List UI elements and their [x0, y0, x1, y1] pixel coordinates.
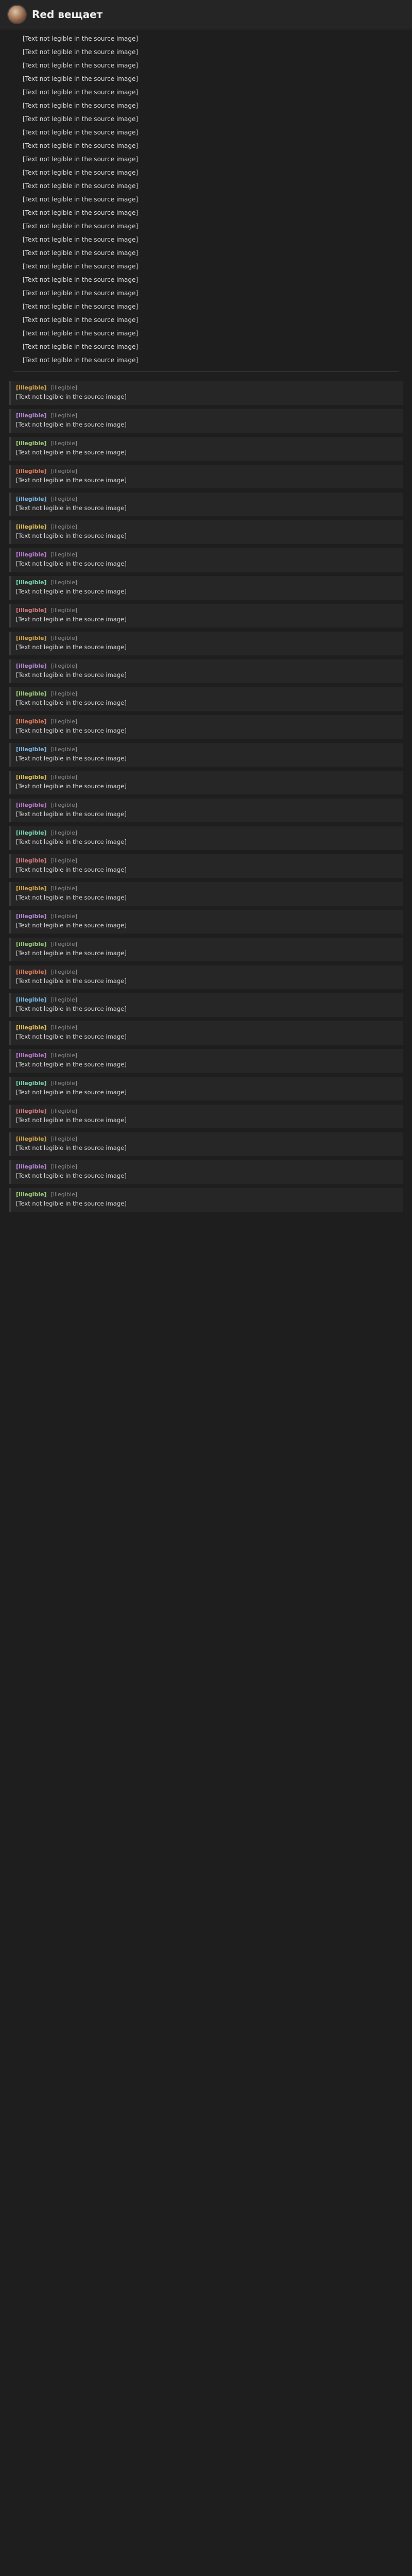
comment-date: [illegible]: [50, 468, 77, 474]
comment-meta: [16, 802, 398, 808]
article-paragraph: [Text not legible in the source image]: [23, 48, 139, 56]
comment-date: [illegible]: [50, 996, 77, 1003]
site-title[interactable]: Red вещает: [32, 8, 103, 21]
comment-date: [illegible]: [50, 1108, 77, 1114]
comment: [9, 799, 403, 822]
article-paragraph: [Text not legible in the source image]: [23, 330, 139, 337]
comment-date: [illegible]: [50, 663, 77, 669]
comment-meta: [16, 607, 398, 614]
comment-meta: [16, 969, 398, 975]
comment-text: [Text not legible in the source image]: [16, 671, 127, 679]
comment-author[interactable]: [illegible]: [16, 663, 47, 669]
comment-text: [Text not legible in the source image]: [16, 783, 127, 790]
comment-meta: [16, 1024, 398, 1031]
comment-text: [Text not legible in the source image]: [16, 838, 127, 845]
comment: [9, 1021, 403, 1045]
comment-text: [Text not legible in the source image]: [16, 699, 127, 706]
comment: [9, 520, 403, 544]
comment-date: [illegible]: [50, 718, 77, 725]
comment-text: [Text not legible in the source image]: [16, 1033, 127, 1040]
comment-date: [illegible]: [50, 551, 77, 558]
comment: [9, 465, 403, 488]
comment: [9, 687, 403, 711]
comment-date: [illegible]: [50, 440, 77, 447]
comment-meta: [16, 523, 398, 530]
comment-meta: [16, 1136, 398, 1142]
comment-date: [illegible]: [50, 690, 77, 697]
article-paragraph: [Text not legible in the source image]: [23, 196, 139, 203]
comment-text: [Text not legible in the source image]: [16, 1200, 127, 1207]
comment-text: [Text not legible in the source image]: [16, 810, 127, 818]
comment: [9, 826, 403, 850]
comment-meta: [16, 913, 398, 920]
comment-author[interactable]: [illegible]: [16, 746, 47, 753]
comment-text: [Text not legible in the source image]: [16, 504, 127, 512]
comment: [9, 604, 403, 628]
article-paragraph: [Text not legible in the source image]: [23, 290, 139, 297]
comment-date: [illegible]: [50, 412, 77, 419]
comment-meta: [16, 774, 398, 781]
comment-meta: [16, 857, 398, 864]
comment-text: [Text not legible in the source image]: [16, 727, 127, 734]
comment: [9, 882, 403, 906]
comment-meta: [16, 1191, 398, 1198]
comment-text: [Text not legible in the source image]: [16, 1061, 127, 1068]
comments-section: [0, 379, 412, 1212]
comment-author[interactable]: [illegible]: [16, 1108, 47, 1114]
article-paragraph: [Text not legible in the source image]: [23, 129, 139, 136]
comment: [9, 576, 403, 600]
article-paragraph: [Text not legible in the source image]: [23, 236, 139, 243]
comment: [9, 910, 403, 934]
comment-author[interactable]: [illegible]: [16, 857, 47, 864]
comment-author[interactable]: [illegible]: [16, 829, 47, 836]
comment-author[interactable]: [illegible]: [16, 941, 47, 947]
comment-date: [illegible]: [50, 969, 77, 975]
comment: [9, 1049, 403, 1073]
comment-author[interactable]: [illegible]: [16, 440, 47, 447]
comment-meta: [16, 996, 398, 1003]
comment-text: [Text not legible in the source image]: [16, 643, 127, 651]
comment: [9, 409, 403, 433]
comment-author[interactable]: [illegible]: [16, 635, 47, 641]
comment-text: [Text not legible in the source image]: [16, 477, 127, 484]
comment-date: [illegible]: [50, 496, 77, 502]
divider: [13, 371, 399, 372]
comment-text: [Text not legible in the source image]: [16, 588, 127, 595]
comment: [9, 493, 403, 516]
comment-date: [illegible]: [50, 941, 77, 947]
comment-meta: [16, 440, 398, 447]
comment-text: [Text not legible in the source image]: [16, 1172, 127, 1179]
comment-author[interactable]: [illegible]: [16, 1136, 47, 1142]
comment-date: [illegible]: [50, 384, 77, 391]
comment-text: [Text not legible in the source image]: [16, 894, 127, 901]
comment: [9, 938, 403, 961]
comment-meta: [16, 718, 398, 725]
comment: [9, 632, 403, 655]
article-paragraph: [Text not legible in the source image]: [23, 156, 139, 163]
comment-date: [illegible]: [50, 829, 77, 836]
comment-text: [Text not legible in the source image]: [16, 922, 127, 929]
article-paragraph: [Text not legible in the source image]: [23, 357, 139, 364]
comment-date: [illegible]: [50, 913, 77, 920]
comment-text: [Text not legible in the source image]: [16, 950, 127, 957]
comment-author[interactable]: [illegible]: [16, 607, 47, 614]
article-paragraph: [Text not legible in the source image]: [23, 263, 139, 270]
comment-meta: [16, 1108, 398, 1114]
comment-meta: [16, 1163, 398, 1170]
comment-author[interactable]: [illegible]: [16, 384, 47, 391]
comment-date: [illegible]: [50, 802, 77, 808]
comment-meta: [16, 579, 398, 586]
comment-date: [illegible]: [50, 885, 77, 892]
comment-meta: [16, 690, 398, 697]
comment: [9, 743, 403, 767]
article-paragraph: [Text not legible in the source image]: [23, 343, 139, 350]
comment-date: [illegible]: [50, 1163, 77, 1170]
comment-date: [illegible]: [50, 1052, 77, 1059]
comment-meta: [16, 412, 398, 419]
article-paragraph: [Text not legible in the source image]: [23, 142, 139, 149]
comment-meta: [16, 496, 398, 502]
comment-author[interactable]: [illegible]: [16, 1080, 47, 1087]
comment-date: [illegible]: [50, 1191, 77, 1198]
comment-text: [Text not legible in the source image]: [16, 1089, 127, 1096]
comment: [9, 1105, 403, 1128]
comment-meta: [16, 468, 398, 474]
comment-author[interactable]: [illegible]: [16, 996, 47, 1003]
comment-text: [Text not legible in the source image]: [16, 421, 127, 428]
comment-text: [Text not legible in the source image]: [16, 532, 127, 539]
comment: [9, 771, 403, 794]
comment-author[interactable]: [illegible]: [16, 969, 47, 975]
article-paragraph: [Text not legible in the source image]: [23, 75, 139, 82]
comment-date: [illegible]: [50, 579, 77, 586]
comment-meta: [16, 635, 398, 641]
comment-meta: [16, 885, 398, 892]
comment-author[interactable]: [illegible]: [16, 774, 47, 781]
comment-date: [illegible]: [50, 1080, 77, 1087]
comment-date: [illegible]: [50, 523, 77, 530]
comment-author[interactable]: [illegible]: [16, 523, 47, 530]
comment-text: [Text not legible in the source image]: [16, 393, 127, 400]
comment-meta: [16, 551, 398, 558]
comment: [9, 659, 403, 683]
comment-author[interactable]: [illegible]: [16, 496, 47, 502]
article-paragraph: [Text not legible in the source image]: [23, 182, 139, 190]
comment-meta: [16, 746, 398, 753]
comment: [9, 1132, 403, 1156]
article-paragraph: [Text not legible in the source image]: [23, 102, 139, 109]
comment-text: [Text not legible in the source image]: [16, 977, 127, 985]
comment-meta: [16, 1080, 398, 1087]
comment-author[interactable]: [illegible]: [16, 802, 47, 808]
article-body: [0, 29, 412, 364]
comment-date: [illegible]: [50, 1024, 77, 1031]
comment-date: [illegible]: [50, 1136, 77, 1142]
article-paragraph: [Text not legible in the source image]: [23, 89, 139, 96]
comment-meta: [16, 384, 398, 391]
comment-text: [Text not legible in the source image]: [16, 755, 127, 762]
comment-meta: [16, 941, 398, 947]
comment-author[interactable]: [illegible]: [16, 885, 47, 892]
comment: [9, 437, 403, 461]
comment: [9, 1188, 403, 1212]
comment: [9, 715, 403, 739]
comment: [9, 993, 403, 1017]
article-paragraph: [Text not legible in the source image]: [23, 209, 139, 216]
article-paragraph: [Text not legible in the source image]: [23, 249, 139, 257]
comment: [9, 854, 403, 878]
comment-author[interactable]: [illegible]: [16, 551, 47, 558]
comment-text: [Text not legible in the source image]: [16, 616, 127, 623]
comment-meta: [16, 663, 398, 669]
avatar-icon[interactable]: [7, 5, 27, 24]
comment-date: [illegible]: [50, 746, 77, 753]
comment-author[interactable]: [illegible]: [16, 1024, 47, 1031]
comment-text: [Text not legible in the source image]: [16, 1005, 127, 1012]
article-paragraph: [Text not legible in the source image]: [23, 35, 139, 42]
comment: [9, 548, 403, 572]
comment-author[interactable]: [illegible]: [16, 579, 47, 586]
comment-author[interactable]: [illegible]: [16, 1163, 47, 1170]
comment-date: [illegible]: [50, 774, 77, 781]
comment: [9, 1077, 403, 1100]
article-paragraph: [Text not legible in the source image]: [23, 115, 139, 123]
comment-author[interactable]: [illegible]: [16, 718, 47, 725]
comment-text: [Text not legible in the source image]: [16, 866, 127, 873]
comment-author[interactable]: [illegible]: [16, 913, 47, 920]
article-paragraph: [Text not legible in the source image]: [23, 276, 139, 283]
comment-text: [Text not legible in the source image]: [16, 1116, 127, 1124]
comment-author[interactable]: [illegible]: [16, 412, 47, 419]
comment-text: [Text not legible in the source image]: [16, 1144, 127, 1151]
comment-text: [Text not legible in the source image]: [16, 449, 127, 456]
comment: [9, 965, 403, 989]
article-paragraph: [Text not legible in the source image]: [23, 223, 139, 230]
article-paragraph: [Text not legible in the source image]: [23, 62, 139, 69]
comment-text: [Text not legible in the source image]: [16, 560, 127, 567]
comment: [9, 381, 403, 405]
header: [0, 0, 412, 29]
article-paragraph: [Text not legible in the source image]: [23, 169, 139, 176]
comment-author[interactable]: [illegible]: [16, 690, 47, 697]
comment-date: [illegible]: [50, 635, 77, 641]
comment-author[interactable]: [illegible]: [16, 1052, 47, 1059]
article-paragraph: [Text not legible in the source image]: [23, 303, 139, 310]
comment: [9, 1160, 403, 1184]
comment-author[interactable]: [illegible]: [16, 1191, 47, 1198]
comment-date: [illegible]: [50, 607, 77, 614]
comment-meta: [16, 829, 398, 836]
comment-author[interactable]: [illegible]: [16, 468, 47, 474]
comment-date: [illegible]: [50, 857, 77, 864]
comment-meta: [16, 1052, 398, 1059]
article-paragraph: [Text not legible in the source image]: [23, 316, 139, 324]
